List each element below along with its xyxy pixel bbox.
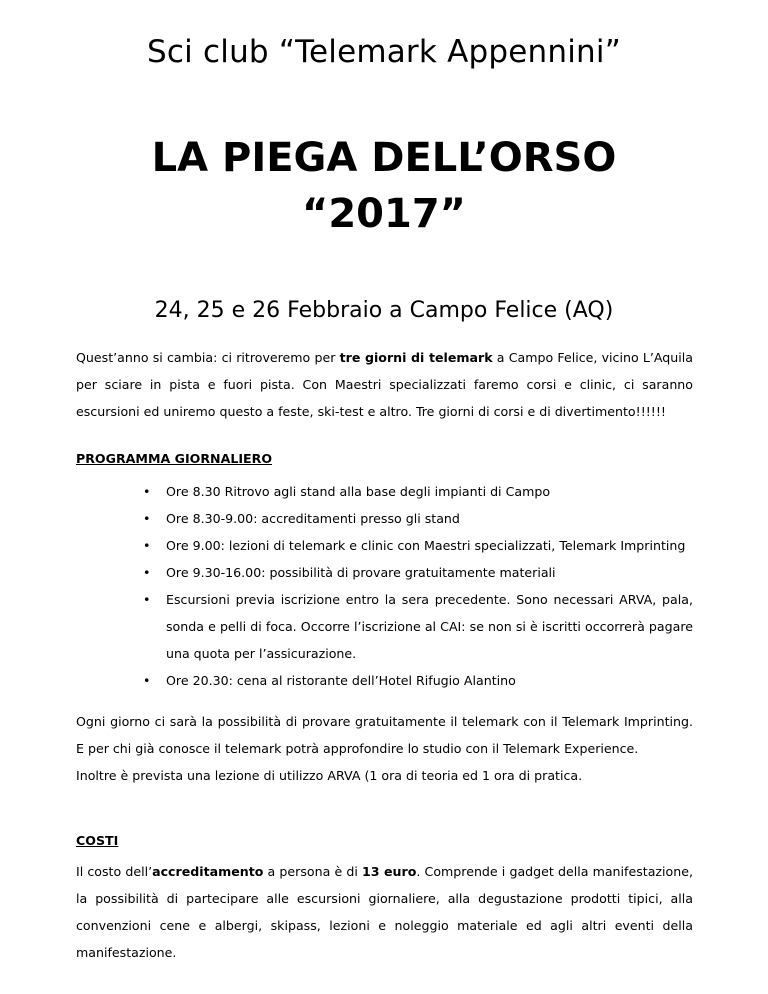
intro-text-1: Quest’anno si cambia: ci ritroveremo per <box>76 350 340 365</box>
inoltre-paragraph: Inoltre è prevista una lezione di utilizzo ARVA (1 ora di teoria ed 1 ora di pratica. <box>76 768 583 783</box>
intro-bold-text: tre giorni di telemark <box>339 350 493 365</box>
programma-heading: PROGRAMMA GIORNALIERO <box>76 451 273 466</box>
list-item <box>76 478 693 505</box>
bullet-icon: • <box>143 538 151 553</box>
list-item <box>76 532 693 559</box>
bullet-icon: • <box>143 511 151 526</box>
event-title-year: “2017” <box>302 191 466 237</box>
list-item-text: Escursioni previa iscrizione entro la sera precedente. Sono necessari ARVA, pala, sonda e pelli di foca. Occorre l’iscrizione al CAI: se non si è iscritti occorrerà pagare una quota per l’assicurazione. <box>166 592 693 661</box>
ogni-giorno-paragraph: Ogni giorno ci sarà la possibilità di provare gratuitamente il telemark con il Telemark Imprinting. E per chi già conosce il telemark potrà approfondire lo studio con il Telemark Experience. <box>76 714 693 756</box>
list-item <box>76 586 693 667</box>
costi-paragraph <box>76 858 693 966</box>
list-item-text: Ore 8.30-9.00: accreditamenti presso gli stand <box>166 511 460 526</box>
list-item <box>76 505 693 532</box>
costi-text-2: a persona è di <box>263 864 362 879</box>
bullet-icon: • <box>143 592 151 607</box>
bullet-icon: • <box>143 565 151 580</box>
list-item <box>76 667 693 694</box>
costi-bold-price: 13 euro <box>361 864 417 879</box>
intro-paragraph <box>76 344 693 425</box>
intro-text-2: a Campo Felice, vicino L’Aquila per sciare in pista e fuori pista. Con Maestri specializzati faremo corsi e clinic, ci saranno escursioni ed uniremo questo a feste, ski-test e altro. Tre giorni di corsi e di divertimento!!!!!! <box>76 350 693 419</box>
list-item <box>76 559 693 586</box>
costi-text-1: Il costo dell’ <box>76 864 153 879</box>
list-item-text: Ore 8.30 Ritrovo agli stand alla base degli impianti di Campo <box>166 484 551 499</box>
event-title-line1: LA PIEGA DELL’ORSO <box>151 135 617 181</box>
list-item-text: Ore 9.30-16.00: possibilità di provare gratuitamente materiali <box>166 565 556 580</box>
imprinting-section <box>76 708 693 789</box>
list-item-text: Ore 9.00: lezioni di telemark e clinic con Maestri specializzati, Telemark Imprinting <box>166 538 686 553</box>
costi-bold-accreditamento: accreditamento <box>152 864 264 879</box>
event-title <box>0 130 768 242</box>
club-title: Sci club “Telemark Appennini” <box>147 34 621 70</box>
costi-heading: COSTI <box>76 833 119 848</box>
bullet-icon: • <box>143 484 151 499</box>
costi-text-3: . Comprende i gadget della manifestazione, la possibilità di partecipare alle escursioni giornaliere, alla degustazione prodotti tipici, alla convenzioni cene e albergi, skipass, lezioni e noleggio materiale ed agli altri eventi della manifestazione. <box>76 864 693 960</box>
event-dates: 24, 25 e 26 Febbraio a Campo Felice (AQ) <box>154 298 614 323</box>
programma-list <box>76 478 693 694</box>
list-item-text: Ore 20.30: cena al ristorante dell’Hotel Rifugio Alantino <box>166 673 516 688</box>
bullet-icon: • <box>143 673 151 688</box>
